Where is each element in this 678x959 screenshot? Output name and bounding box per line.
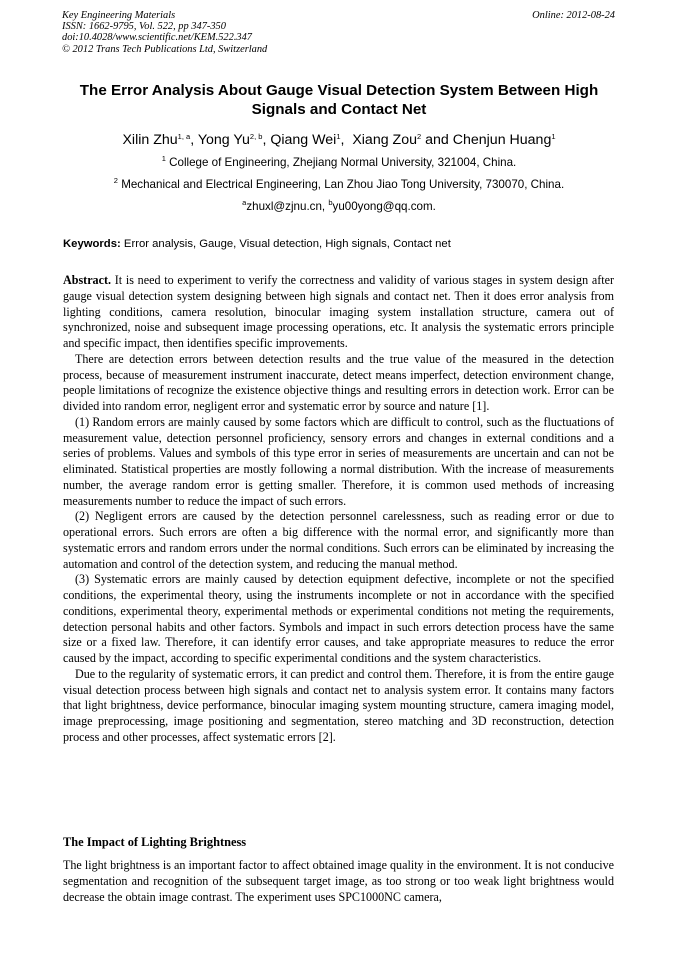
author-separator: and — [421, 132, 453, 148]
author-superscript: 2 — [417, 132, 422, 141]
doi-line: doi:10.4028/www.scientific.net/KEM.522.347 — [62, 32, 252, 44]
email-superscript: a — [242, 198, 247, 207]
affiliation-text: Mechanical and Electrical Engineering, Lan Zhou Jiao Tong University, 730070, China. — [121, 178, 565, 191]
author-name: Xiang Zou — [352, 132, 417, 148]
section-heading: The Impact of Lighting Brightness — [63, 835, 247, 849]
email-address: zhuxl@zjnu.cn, — [246, 200, 329, 213]
abstract-paragraph — [63, 273, 614, 352]
author-superscript: 1, a — [177, 132, 191, 141]
affiliation-2 — [0, 178, 678, 192]
author-name: Xilin Zhu — [122, 132, 178, 148]
body-paragraph: (3) Systematic errors are mainly caused by detection equipment defective, incomplete or not the specified conditions, the experimental theory, using the instruments incomplete or not in accordance with the specified conditions, experimental theory, experimental methods or experimental conditions not meting the requirements, detection personal habits and other factors. Symbols and impact in such errors detection process have the same size or a fixed law. Therefore, it can identify error causes, and take appropriate measures to reduce the error caused by the impact, according to specific experimental conditions and the system characteristics. — [63, 572, 614, 665]
keywords-text: Error analysis, Gauge, Visual detection, High signals, Contact net — [123, 238, 451, 250]
body-paragraph: (1) Random errors are mainly caused by some factors which are difficult to control, such as the fluctuations of measurement value, detection personnel proficiency, sensory errors and changes in external conditions and a series of problems. Values and symbols of this type error in series of measurements are uncertain and can not be eliminated. Statistical properties are mostly following a normal distribution. With the increase of measurements number, the average random error is getting smaller. Therefore, it is common used methods of increasing measurements number to reduce the impact of such errors. — [63, 414, 614, 508]
abstract-text: It is need to experiment to verify the correctness and validity of various stages in system design after gauge visual detection system designing between high signals and contact net. Then it does error analysis from lighting conditions, camera resolution, binocular imaging system installation structure, camera out of synchronized, noise and subsequent image processing operations, etc. It analysis the systematic errors principle and specific impact, then identifies specific improvements. — [63, 273, 614, 350]
journal-name: Key Engineering Materials — [62, 10, 176, 21]
email-address: yu00yong@qq.com. — [332, 200, 436, 213]
author-name: Chenjun Huang — [452, 132, 552, 148]
body-paragraph: (2) Negligent errors are caused by the detection personnel carelessness, such as reading error or due to operational errors. Such errors are often a big difference with the normal error, and significantly more than systematic errors and random errors under the normal conditions. Such errors can be eliminated by increasing the automation and control of the detection system, and reducing the manual method. — [63, 509, 614, 571]
section-body — [63, 858, 614, 905]
author-name: Qiang Wei — [270, 132, 337, 148]
author-superscript: 1 — [336, 132, 341, 141]
journal-header — [62, 10, 267, 55]
affiliation-text: College of Engineering, Zhejiang Normal University, 321004, China. — [169, 156, 517, 169]
author-superscript: 2, b — [249, 132, 263, 141]
affiliation-superscript: 1 — [161, 154, 166, 163]
paper-title: The Error Analysis About Gauge Visual Detection System Between High Signals and Contact Net — [79, 82, 599, 118]
keywords-line — [63, 237, 451, 251]
email-superscript: b — [328, 198, 333, 207]
body-paragraph: Due to the regularity of systematic errors, it can predict and control them. Therefore, it is from the entire gauge visual detection process between high signals and contact net to analysis system error. It contains many factors that light brightness, device performance, binocular imaging system mounting structure, camera imaging model, image preprocessing, image positioning and segmentation, stereo matching and 3D reconstruction, detection process and other processes, affect systematic errors [2]. — [63, 666, 614, 744]
issn-line: ISSN: 1662-9795, Vol. 522, pp 347-350 — [62, 21, 226, 33]
author-superscript: 1 — [551, 132, 556, 141]
section-paragraph: The light brightness is an important factor to affect obtained image quality in the environment. It is not conducive segmentation and recognition of the subsequent target image, as too strong or too weak light brightness would decrease the obtain image contrast. The experiment uses SPC1000NC camera, — [63, 858, 614, 904]
affiliation-superscript: 2 — [113, 176, 118, 185]
online-date: Online: 2012-08-24 — [532, 10, 615, 21]
body-paragraph: There are detection errors between detection results and the true value of the measured in the detection process, because of measurement instrument inaccurate, detect means imperfect, detection environment change, people limitations of recognize the existence objective things and resulting errors in detection work. Error can be divided into random error, negligent error and systematic error by source and nature [1]. — [63, 351, 614, 413]
email-line — [0, 200, 678, 214]
paper-body — [63, 273, 614, 746]
keywords-label: Keywords: — [63, 238, 121, 250]
author-name: Yong Yu — [197, 132, 250, 148]
affiliation-1 — [0, 156, 678, 170]
author-separator: , — [340, 132, 353, 148]
author-list — [0, 131, 678, 149]
author-separator: , — [262, 132, 271, 148]
copyright-line: © 2012 Trans Tech Publications Ltd, Switzerland — [62, 43, 268, 55]
abstract-label: Abstract. — [63, 273, 112, 287]
author-separator: , — [190, 132, 198, 148]
